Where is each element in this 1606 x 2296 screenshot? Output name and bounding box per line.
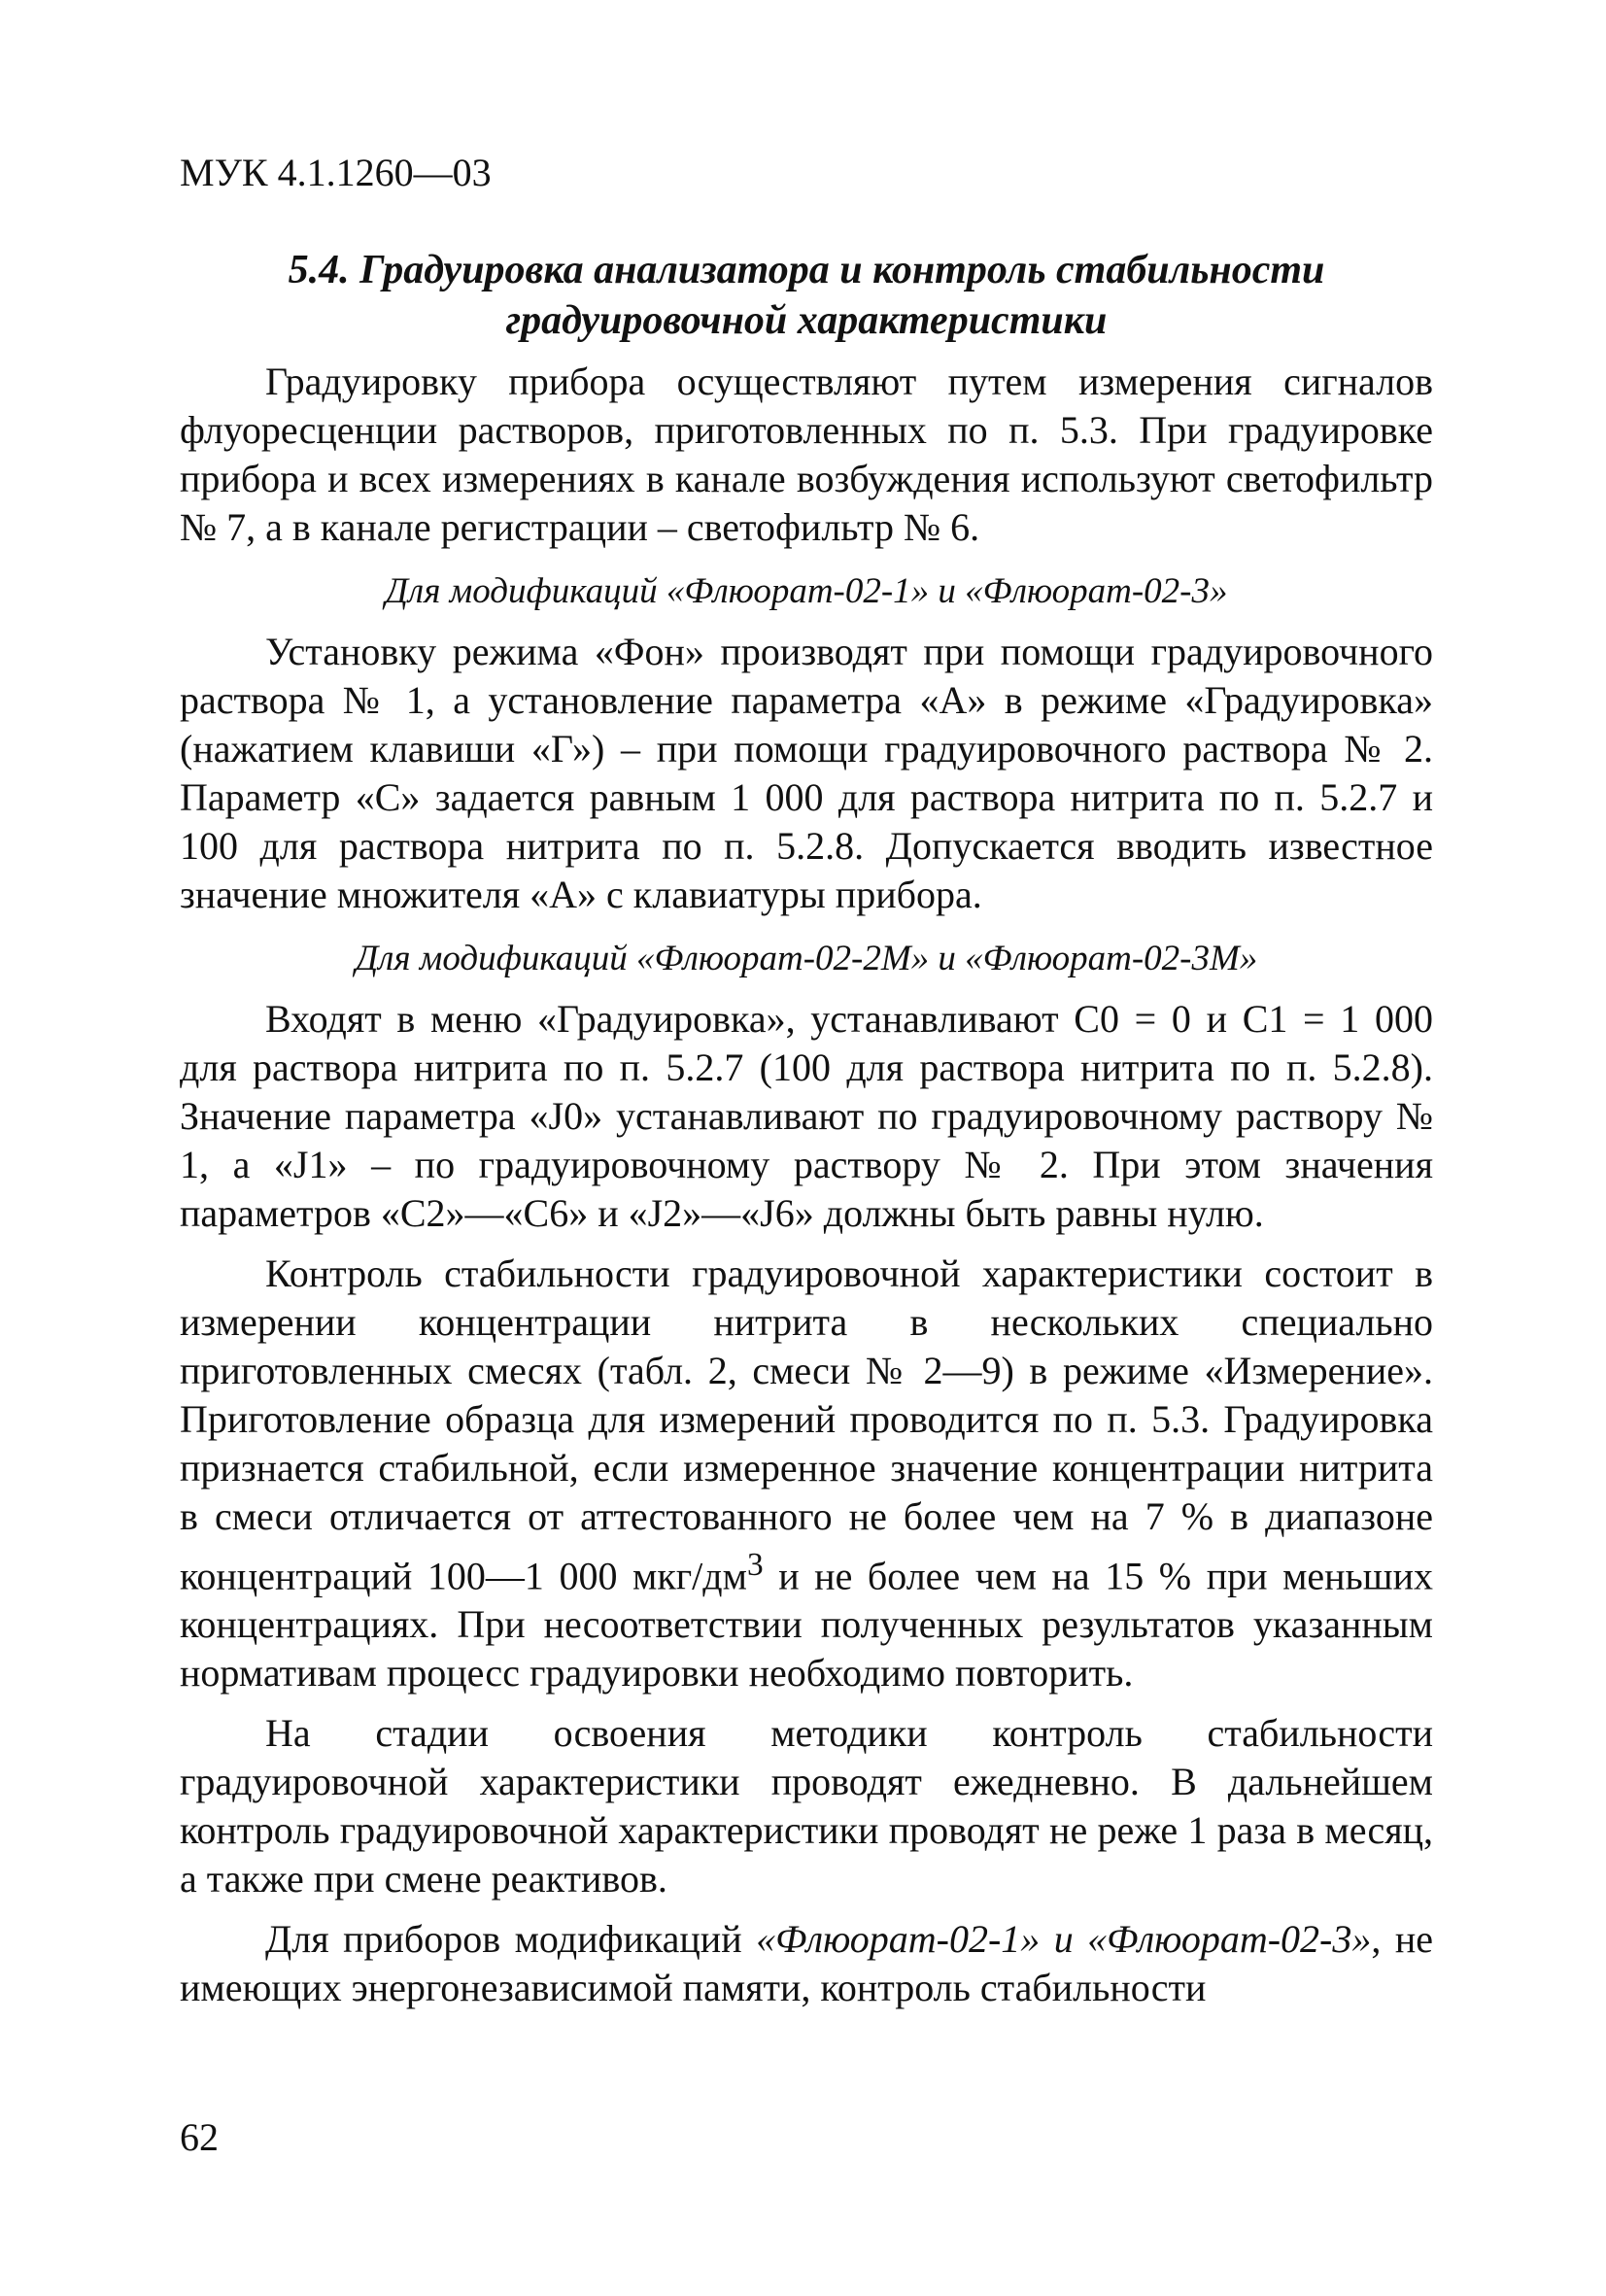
section-title-line-2: градуировочной характеристики [505, 298, 1108, 343]
superscript-cubed: 3 [746, 1547, 764, 1583]
stability-text-before: Контроль стабильности градуировочной характеристики состоит в измерении концентрации нитрита в нескольких специально приготовленных смесях (табл. 2, смеси № 2—9) в режиме «Измерение». Приготовление образца для измерений проводится по п. 5.3. Градуировка признается стабильной, если измеренное значение концентрации нитрита в смеси отличается от аттестованного не более чем на 7 % в диапазоне концентраций 100—1 000 мкг/дм [180, 1251, 1433, 1598]
paragraph-stability-control [180, 1250, 1433, 1697]
devices-models-italic: «Флюорат-02-1» и «Флюорат-02-3» [756, 1917, 1372, 1962]
paragraph-background-mode: Установку режима «Фон» производят при помощи градуировочного раствора № 1, а установление параметра «А» в режиме «Градуировка» (нажатием клавиши «Г») – при помощи градуировочного раствора № 2. Параметр «С» задается равным 1 000 для раствора нитрита по п. 5.2.7 и 100 для раствора нитрита по п. 5.2.8. Допускается вводить известное значение множителя «А» с клавиатуры прибора. [180, 630, 1433, 916]
paragraph-calibration-intro: Градуировку прибора осуществляют путем измерения сигналов флуоресценции растворов, приготовленных по п. 5.3. При градуировке прибора и всех измерениях в канале возбуждения используют светофильтр № 7, а в канале регистрации – светофильтр № 6. [180, 360, 1433, 549]
paragraph-daily-control: На стадии освоения методики контроль стабильности градуировочной характеристики проводят ежедневно. В дальнейшем контроль градуировочной характеристики проводят не реже 1 раза в месяц, а также при смене реактивов. [180, 1711, 1433, 1902]
paragraph-calibration-menu: Входят в меню «Градуировка», устанавливают С0 = 0 и С1 = 1 000 для раствора нитрита по п. 5.2.7 (100 для раствора нитрита по п. 5.2.8). Значение параметра «J0» устанавливают по градуировочному раствору № 1, а «J1» – по градуировочному раствору № 2. При этом значения параметров «С2»—«С6» и «J2»—«J6» должны быть равны нулю. [180, 997, 1433, 1235]
section-title [180, 245, 1433, 346]
section-title-line-1: 5.4. Градуировка анализатора и контроль стабильности [288, 248, 1325, 292]
page-content [180, 245, 1433, 2012]
devices-text-end: , не имеющих энергонезависимой памяти, контроль стабильности [180, 1917, 1433, 2010]
subheading-modifications-02-2m-02-3m: Для модификаций «Флюорат-02-2М» и «Флюорат-02-3М» [355, 939, 1258, 978]
paragraph-devices-without-memory [180, 1915, 1433, 2012]
subheading-modifications-02-1-02-3: Для модификаций «Флюорат-02-1» и «Флюорат-02-3» [385, 571, 1228, 611]
stability-text-after: и не более чем на 15 % при меньших концентрациях. При несоответствии полученных результатов указанным нормативам процесс градуировки необходимо повторить. [180, 1554, 1433, 1696]
document-code-header: МУК 4.1.1260—03 [180, 151, 492, 194]
devices-text-start: Для приборов модификаций [265, 1917, 757, 1962]
page-number: 62 [180, 2115, 219, 2159]
